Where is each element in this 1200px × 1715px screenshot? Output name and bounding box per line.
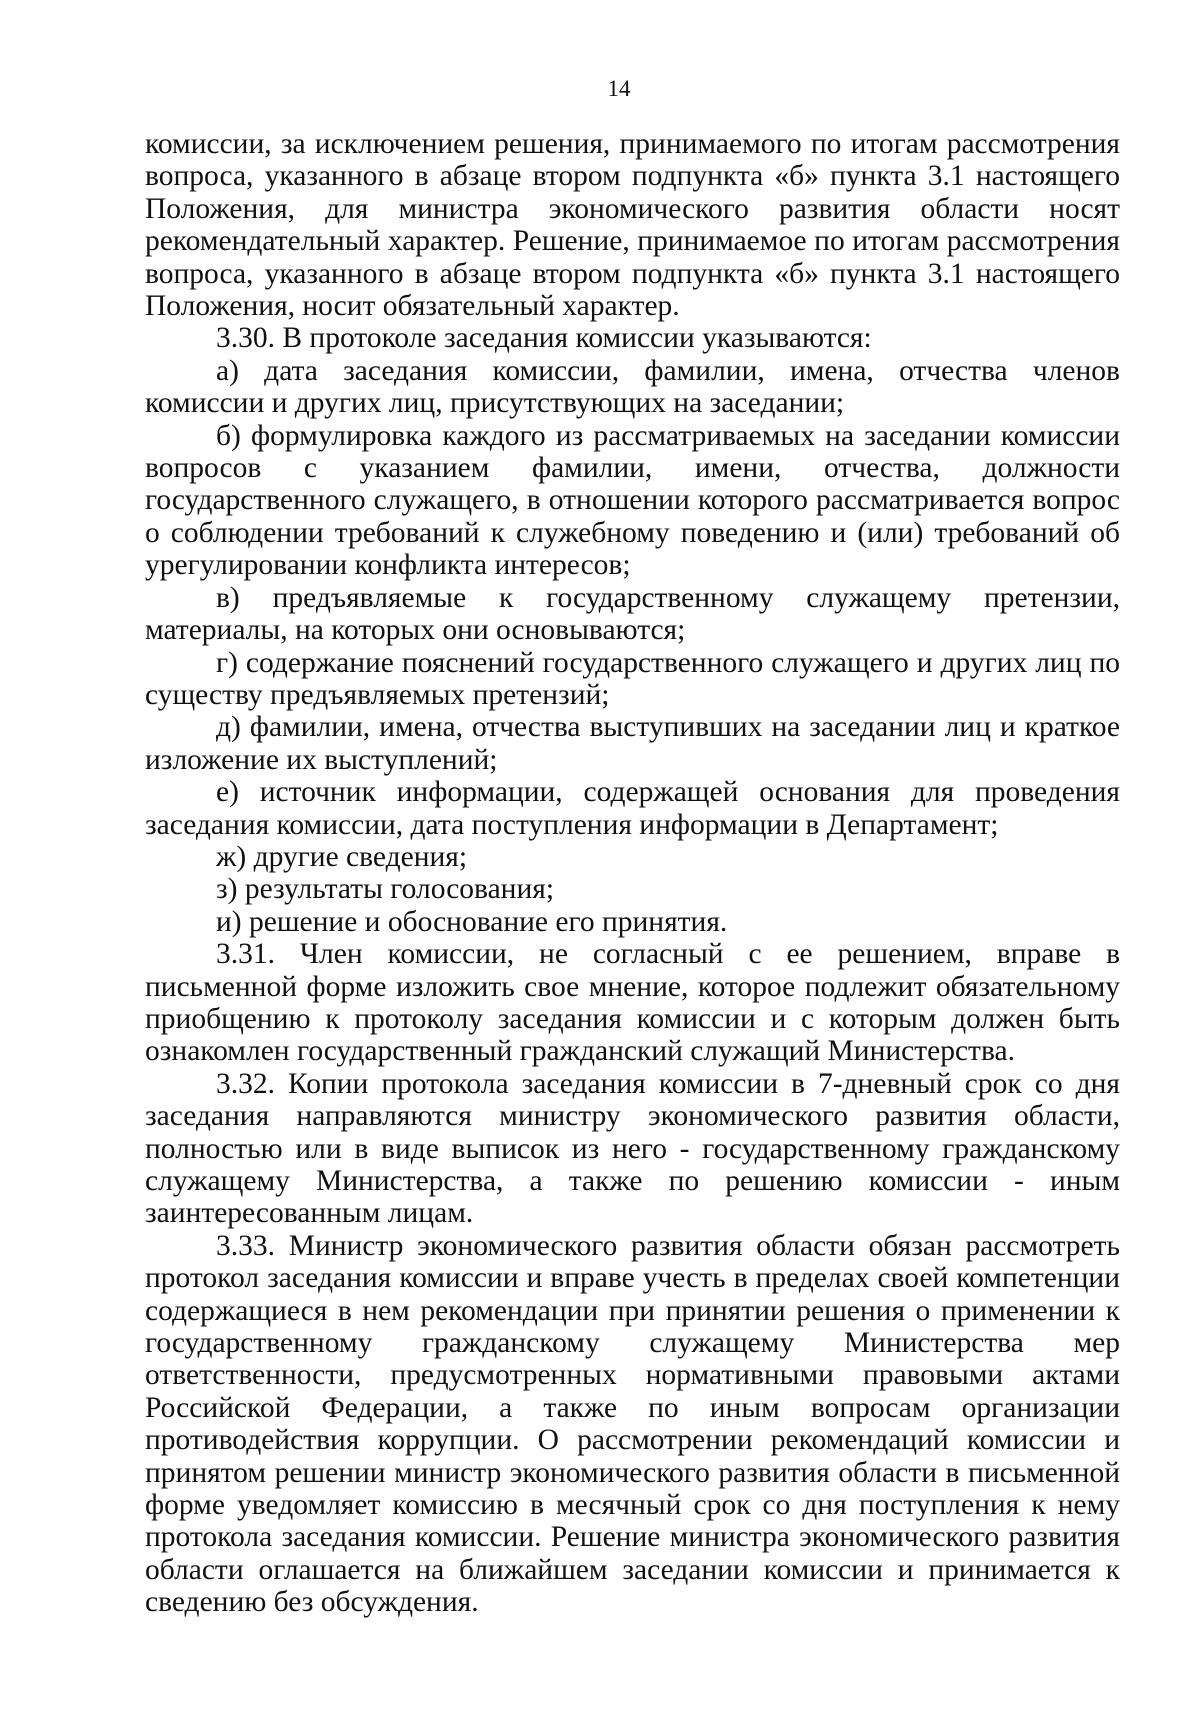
document-body	[145, 128, 1120, 1619]
list-item-i: и) решение и обоснование его принятия.	[216, 905, 728, 938]
paragraph-3-32: 3.32. Копии протокола заседания комиссии в 7-дневный срок со дня заседания направляются министру экономического развития области, полностью или в виде выписок из него - государственному гражданскому служащему Министерства, а также по решению комиссии - иным заинтересованным лицам.	[145, 1067, 1120, 1230]
list-item-e: е) источник информации, содержащей основания для проведения заседания комиссии, дата поступления информации в Департамент;	[145, 776, 1120, 841]
paragraph-continuation: комиссии, за исключением решения, принимаемого по итогам рассмотрения вопроса, указанного в абзаце втором подпункта «б» пункта 3.1 настоящего Положения, для министра экономического развития области носят рекомендательный характер. Решение, принимаемое по итогам рассмотрения вопроса, указанного в абзаце втором подпункта «б» пункта 3.1 настоящего Положения, носит обязательный характер.	[145, 128, 1120, 323]
page-number: 14	[607, 76, 631, 101]
paragraph-3-33: 3.33. Министр экономического развития области обязан рассмотреть протокол заседания комиссии и вправе учесть в пределах своей компетенции содержащиеся в нем рекомендации при принятии решения о применении к государственному гражданскому служащему Министерства мер ответственности, предусмотренных нормативными правовыми актами Российской Федерации, а также по иным вопросам организации противодействия коррупции. О рассмотрении рекомендаций комиссии и принятом решении министр экономического развития области в письменной форме уведомляет комиссию в месячный срок со дня поступления к нему протокола заседания комиссии. Решение министра экономического развития области оглашается на ближайшем заседании комиссии и принимается к сведению без обсуждения.	[145, 1229, 1120, 1619]
list-item-d: д) фамилии, имена, отчества выступивших на заседании лиц и краткое изложение их выступлений;	[145, 711, 1120, 776]
paragraph-3-31: 3.31. Член комиссии, не согласный с ее решением, вправе в письменной форме изложить свое мнение, которое подлежит обязательному приобщению к протоколу заседания комиссии и с которым должен быть ознакомлен государственный гражданский служащий Министерства.	[145, 938, 1120, 1068]
list-item-a: а) дата заседания комиссии, фамилии, имена, отчества членов комиссии и других лиц, присутствующих на заседании;	[145, 354, 1120, 420]
list-item-g: г) содержание пояснений государственного служащего и других лиц по существу предъявляемых претензий;	[145, 646, 1120, 711]
list-item-z: з) результаты голосования;	[216, 873, 555, 906]
list-item-v: в) предъявляемые к государственному служащему претензии, материалы, на которых они основываются;	[145, 581, 1120, 647]
list-item-b: б) формулировка каждого из рассматриваемых на заседании комиссии вопросов с указанием фамилии, имени, отчества, должности государственного служащего, в отношении которого рассматривается вопрос о соблюдении требований к служебному поведению и (или) требований об урегулировании конфликта интересов;	[145, 419, 1120, 582]
list-item-zh: ж) другие сведения;	[216, 840, 468, 873]
paragraph-3-30: 3.30. В протоколе заседания комиссии указываются:	[216, 322, 872, 355]
